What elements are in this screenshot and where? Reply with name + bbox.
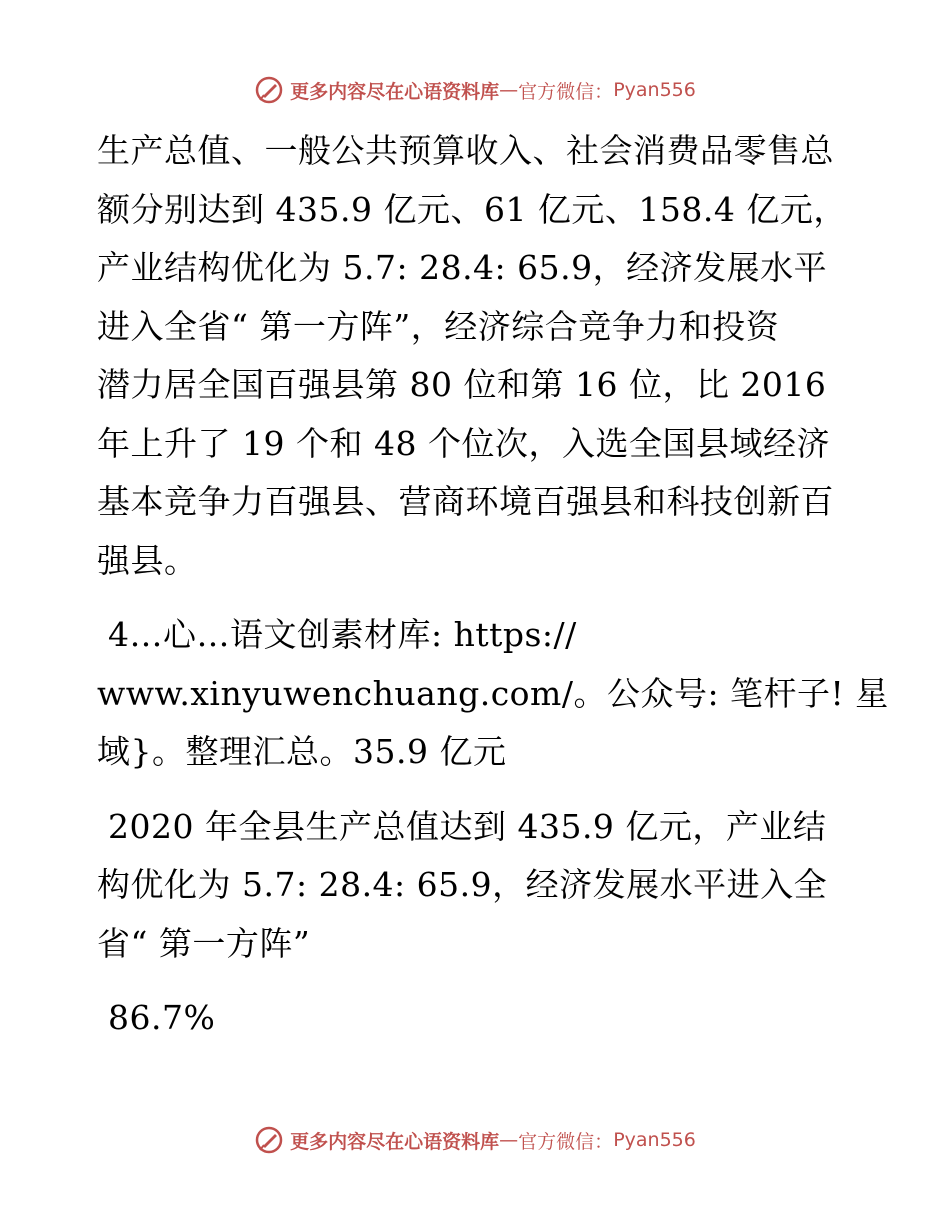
paragraph-2 — [97, 606, 889, 782]
banner-wechat-id: Pyan556 — [613, 79, 696, 101]
text-line: 域}。整理汇总。35.9 亿元 — [97, 732, 507, 771]
banner-wechat-label: 官方微信： — [518, 1130, 614, 1153]
quill-logo-icon — [254, 1125, 284, 1155]
text-line: 额分别达到 435.9 亿元、61 亿元、158.4 亿元， — [97, 189, 847, 229]
text-line: www.xinyuwenchuang.com/。公众号: 笔杆子! 星 — [97, 673, 889, 713]
header-banner — [0, 70, 950, 110]
text-line: 构优化为 5.7: 28.4: 65.9，经济发展水平进入全 — [97, 865, 828, 904]
banner-dash: — — [499, 1129, 519, 1151]
text-line: 年上升了 19 个和 48 个位次，入选全国县域经济 — [97, 423, 830, 463]
text-line: 4…心…语文创素材库: https:// — [97, 615, 577, 654]
quill-logo-icon — [254, 75, 284, 105]
paragraph-4 — [97, 989, 857, 1048]
text-line: 产业结构优化为 5.7: 28.4: 65.9，经济发展水平 — [97, 248, 828, 287]
text-line: 2020 年全县生产总值达到 435.9 亿元，产业结 — [97, 806, 827, 846]
paragraph-1 — [97, 122, 857, 590]
text-line: 潜力居全国百强县第 80 位和第 16 位，比 2016 — [97, 365, 827, 404]
paragraph-3 — [97, 798, 857, 974]
banner-title: 更多内容尽在心语资料库 — [290, 1130, 500, 1153]
banner-wechat-id: Pyan556 — [613, 1129, 696, 1151]
text-line: 省“ 第一方阵” — [97, 923, 311, 963]
text-line: 生产总值、一般公共预算收入、社会消费品零售总 — [97, 131, 834, 170]
banner-dash: — — [499, 79, 519, 101]
footer-banner — [0, 1120, 950, 1160]
banner-wechat-label: 官方微信： — [518, 80, 614, 103]
document-body — [97, 122, 889, 1048]
text-line: 86.7% — [97, 998, 216, 1037]
text-line: 进入全省“ 第一方阵”，经济综合竞争力和投资 — [97, 306, 780, 346]
banner-title: 更多内容尽在心语资料库 — [290, 80, 500, 103]
text-line: 基本竞争力百强县、营商环境百强县和科技创新百 — [97, 482, 834, 521]
text-line: 强县。 — [97, 540, 198, 580]
